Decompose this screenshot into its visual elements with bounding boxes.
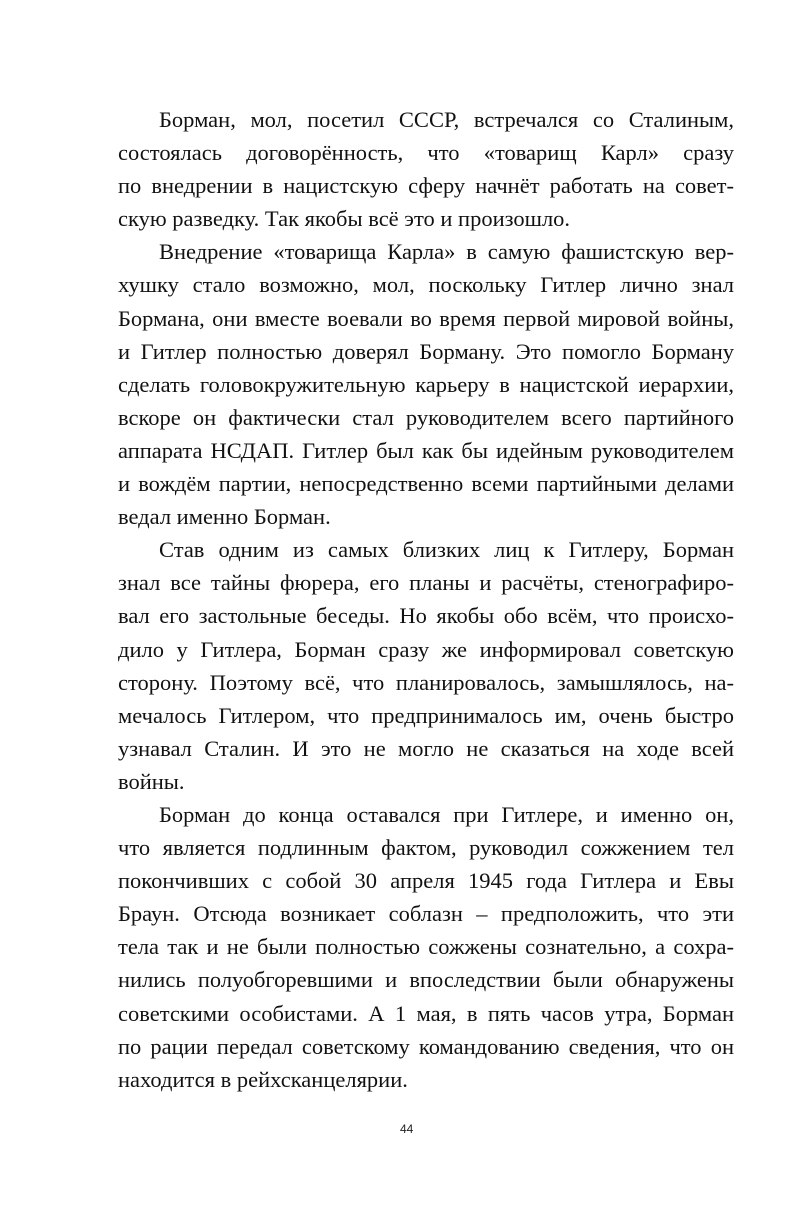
text-line: знал все тайны фюрера, его планы и расчёты, стенографиро- xyxy=(118,570,734,596)
text-line: дило у Гитлера, Борман сразу же информировал советскую xyxy=(118,636,734,662)
paragraph xyxy=(118,103,734,235)
text-line: по внедрении в нацистскую сферу начнёт работать на совет- xyxy=(118,173,734,199)
text-line: сторону. Поэтому всё, что планировалось, замышлялось, на- xyxy=(118,669,734,695)
text-line: что является подлинным фактом, руководил сожжением тел xyxy=(118,835,734,861)
text-line: покончивших с собой 30 апреля 1945 года Гитлера и Евы xyxy=(118,868,734,894)
text-line: Борман до конца оставался при Гитлере, и именно он, xyxy=(159,801,734,827)
text-line: хушку стало возможно, мол, поскольку Гитлер лично знал xyxy=(118,272,734,298)
page-number: 44 xyxy=(400,1122,414,1136)
text-line: Став одним из самых близких лиц к Гитлеру, Борман xyxy=(159,537,734,563)
text-line: и вождём партии, непосредственно всеми партийными делами xyxy=(118,471,734,497)
text-line: ведал именно Борман. xyxy=(118,504,331,530)
text-line: войны. xyxy=(118,768,185,794)
text-line: мечалось Гитлером, что предпринималось им, очень быстро xyxy=(118,702,734,728)
paragraph xyxy=(118,235,734,533)
text-line: и Гитлер полностью доверял Борману. Это помогло Борману xyxy=(118,338,734,364)
text-line: советскими особистами. А 1 мая, в пять часов утра, Борман xyxy=(118,1000,734,1026)
text-line: тела так и не были полностью сожжены сознательно, а сохра- xyxy=(118,934,734,960)
paragraph xyxy=(118,533,734,798)
page-body xyxy=(118,103,734,1096)
text-line: Бормана, они вместе воевали во время первой мировой войны, xyxy=(118,305,734,331)
text-line: состоялась договорённость, что «товарищ Карл» сразу xyxy=(118,140,734,166)
text-line: вал его застольные беседы. Но якобы обо всём, что происхо- xyxy=(118,603,734,629)
text-line: Браун. Отсюда возникает соблазн – предположить, что эти xyxy=(118,901,734,927)
text-line: находится в рейхсканцелярии. xyxy=(118,1066,408,1092)
text-line: аппарата НСДАП. Гитлер был как бы идейным руководителем xyxy=(118,437,734,463)
text-line: сделать головокружительную карьеру в нацистской иерархии, xyxy=(118,371,734,397)
text-line: Борман, мол, посетил СССР, встречался со Сталиным, xyxy=(159,107,734,132)
text-line: по рации передал советскому командованию сведения, что он xyxy=(118,1033,734,1059)
paragraph xyxy=(118,798,734,1096)
text-line: скую разведку. Так якобы всё это и произошло. xyxy=(118,206,571,232)
text-line: нились полуобгоревшими и впоследствии были обнаружены xyxy=(118,967,734,993)
text-line: Внедрение «товарища Карла» в самую фашистскую вер- xyxy=(159,239,734,265)
text-line: узнавал Сталин. И это не могло не сказаться на ходе всей xyxy=(118,735,734,761)
text-line: вскоре он фактически стал руководителем всего партийного xyxy=(118,404,734,430)
